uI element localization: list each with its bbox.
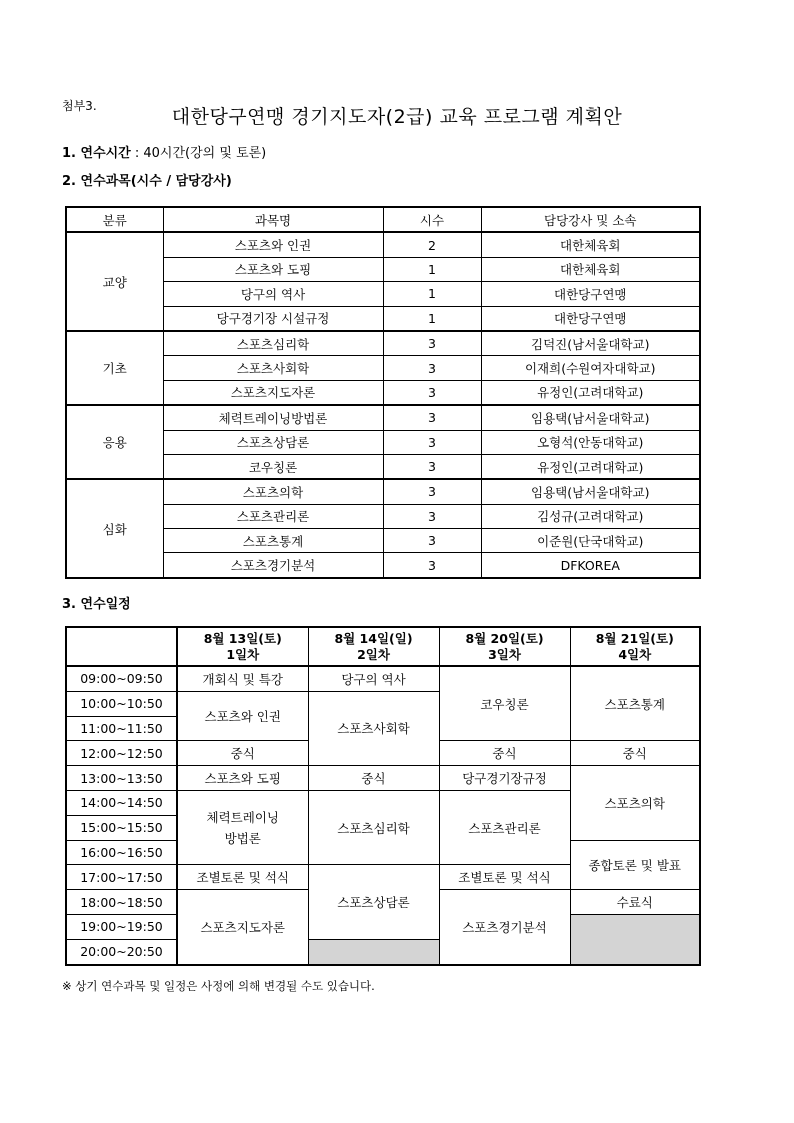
hours-cell: 3 xyxy=(383,430,481,454)
session-cell: 스포츠지도자론 xyxy=(177,890,308,965)
session-cell: 종합토론 및 발표 xyxy=(570,840,700,890)
day-label: 1일차 xyxy=(226,646,260,662)
table-row xyxy=(66,479,700,504)
instructor-cell: 대한당구연맹 xyxy=(481,282,700,306)
subject-cell: 스포츠의학 xyxy=(163,479,383,504)
instructor-cell: 임용택(남서울대학교) xyxy=(481,479,700,504)
section-schedule-title: 3. 연수일정 xyxy=(62,597,131,612)
day-label: 3일차 xyxy=(488,646,521,662)
session-cell: 스포츠상담론 xyxy=(308,865,439,939)
session-cell: 조별토론 및 석식 xyxy=(177,865,308,890)
instructor-cell: 오형석(안동대학교) xyxy=(481,430,700,454)
page-title: 대한당구연맹 경기지도자(2급) 교육 프로그램 계획안 xyxy=(171,106,623,128)
subject-cell: 스포츠사회학 xyxy=(163,356,383,380)
empty-shaded-cell xyxy=(308,939,439,964)
time-cell: 20:00~20:50 xyxy=(66,939,177,964)
instructor-cell: 대한당구연맹 xyxy=(481,306,700,331)
subject-cell: 당구의 역사 xyxy=(163,282,383,306)
session-line: 체력트레이닝 xyxy=(206,809,279,825)
time-cell: 13:00~13:50 xyxy=(66,766,177,791)
session-cell: 스포츠의학 xyxy=(570,766,700,840)
time-cell: 17:00~17:50 xyxy=(66,865,177,890)
subject-cell: 스포츠경기분석 xyxy=(163,553,383,578)
hours-cell: 1 xyxy=(383,306,481,331)
session-cell: 중식 xyxy=(570,741,700,766)
day-date: 8월 21일(토) xyxy=(595,630,674,646)
table-row xyxy=(66,331,700,356)
time-cell: 14:00~14:50 xyxy=(66,790,177,815)
time-cell: 09:00~09:50 xyxy=(66,666,177,691)
hours-cell: 2 xyxy=(383,232,481,257)
session-cell: 스포츠와 도핑 xyxy=(177,766,308,791)
time-cell: 10:00~10:50 xyxy=(66,691,177,716)
hours-cell: 3 xyxy=(383,529,481,553)
instructor-cell: DFKOREA xyxy=(481,553,700,578)
session-cell: 중식 xyxy=(439,741,570,766)
section-hours-heading: 1. 연수시간 xyxy=(62,146,131,161)
hours-cell: 3 xyxy=(383,553,481,578)
hours-cell: 3 xyxy=(383,405,481,430)
day-date: 8월 14일(일) xyxy=(334,630,413,646)
subject-cell: 스포츠통계 xyxy=(163,529,383,553)
session-line: 방법론 xyxy=(224,830,261,846)
session-cell: 개회식 및 특강 xyxy=(177,666,308,691)
time-cell: 11:00~11:50 xyxy=(66,716,177,741)
table-row xyxy=(66,405,700,430)
table-row xyxy=(66,232,700,257)
session-cell: 코우칭론 xyxy=(439,666,570,741)
schedule-row xyxy=(66,666,700,691)
time-cell: 18:00~18:50 xyxy=(66,890,177,915)
schedule-table xyxy=(65,626,701,966)
instructor-cell: 임용택(남서울대학교) xyxy=(481,405,700,430)
day-label: 4일차 xyxy=(618,646,652,662)
session-cell: 스포츠통계 xyxy=(570,666,700,741)
hours-cell: 3 xyxy=(383,356,481,380)
instructor-cell: 이재희(수원여자대학교) xyxy=(481,356,700,380)
footnote: ※ 상기 연수과목 및 일정은 사정에 의해 변경될 수도 있습니다. xyxy=(62,979,375,993)
category-cell: 심화 xyxy=(66,479,163,578)
subject-cell: 스포츠상담론 xyxy=(163,430,383,454)
time-cell: 19:00~19:50 xyxy=(66,914,177,939)
courses-table xyxy=(65,206,701,579)
col-header-category: 분류 xyxy=(66,207,163,232)
session-cell: 스포츠경기분석 xyxy=(439,890,570,965)
hours-cell: 1 xyxy=(383,282,481,306)
subject-cell: 체력트레이닝방법론 xyxy=(163,405,383,430)
subject-cell: 스포츠와 도핑 xyxy=(163,257,383,281)
session-cell: 수료식 xyxy=(570,890,700,915)
subject-cell: 스포츠지도자론 xyxy=(163,380,383,405)
day-header xyxy=(570,627,700,666)
attachment-label: 첨부3. xyxy=(62,99,97,113)
hours-cell: 1 xyxy=(383,257,481,281)
session-cell: 스포츠심리학 xyxy=(308,790,439,864)
courses-header-row xyxy=(66,207,700,232)
time-cell: 15:00~15:50 xyxy=(66,815,177,840)
section-hours xyxy=(62,142,266,161)
instructor-cell: 유정인(고려대학교) xyxy=(481,454,700,479)
time-cell: 16:00~16:50 xyxy=(66,840,177,865)
hours-cell: 3 xyxy=(383,479,481,504)
day-date: 8월 13일(토) xyxy=(203,630,282,646)
session-cell: 스포츠관리론 xyxy=(439,790,570,864)
category-cell: 교양 xyxy=(66,232,163,331)
instructor-cell: 대한체육회 xyxy=(481,257,700,281)
empty-shaded-cell xyxy=(570,914,700,964)
session-cell xyxy=(177,790,308,864)
session-cell: 당구경기장규정 xyxy=(439,766,570,791)
hours-cell: 3 xyxy=(383,380,481,405)
day-label: 2일차 xyxy=(357,646,390,662)
section-schedule-heading xyxy=(62,593,131,612)
section-courses-heading xyxy=(62,170,232,189)
subject-cell: 스포츠관리론 xyxy=(163,504,383,528)
session-cell: 중식 xyxy=(177,741,308,766)
hours-cell: 3 xyxy=(383,504,481,528)
subject-cell: 코우칭론 xyxy=(163,454,383,479)
instructor-cell: 유정인(고려대학교) xyxy=(481,380,700,405)
time-cell: 12:00~12:50 xyxy=(66,741,177,766)
instructor-cell: 대한체육회 xyxy=(481,232,700,257)
session-cell: 중식 xyxy=(308,766,439,791)
day-header xyxy=(439,627,570,666)
instructor-cell: 이준원(단국대학교) xyxy=(481,529,700,553)
instructor-cell: 김덕진(남서울대학교) xyxy=(481,331,700,356)
section-courses-title: 2. 연수과목(시수 / 담당강사) xyxy=(62,174,232,189)
session-cell: 스포츠사회학 xyxy=(308,691,439,765)
category-cell: 응용 xyxy=(66,405,163,479)
subject-cell: 당구경기장 시설규정 xyxy=(163,306,383,331)
section-hours-text: : 40시간(강의 및 토론) xyxy=(130,146,267,161)
col-header-subject: 과목명 xyxy=(163,207,383,232)
hours-cell: 3 xyxy=(383,331,481,356)
day-header xyxy=(308,627,439,666)
subject-cell: 스포츠와 인권 xyxy=(163,232,383,257)
schedule-row xyxy=(66,766,700,791)
session-cell: 스포츠와 인권 xyxy=(177,691,308,741)
schedule-header-row xyxy=(66,627,700,666)
subject-cell: 스포츠심리학 xyxy=(163,331,383,356)
day-date: 8월 20일(토) xyxy=(465,630,544,646)
instructor-cell: 김성규(고려대학교) xyxy=(481,504,700,528)
day-header xyxy=(177,627,308,666)
col-header-hours: 시수 xyxy=(383,207,481,232)
corner-cell xyxy=(66,627,177,666)
session-cell: 당구의 역사 xyxy=(308,666,439,691)
col-header-instructor: 담당강사 및 소속 xyxy=(481,207,700,232)
session-cell: 조별토론 및 석식 xyxy=(439,865,570,890)
hours-cell: 3 xyxy=(383,454,481,479)
category-cell: 기초 xyxy=(66,331,163,405)
